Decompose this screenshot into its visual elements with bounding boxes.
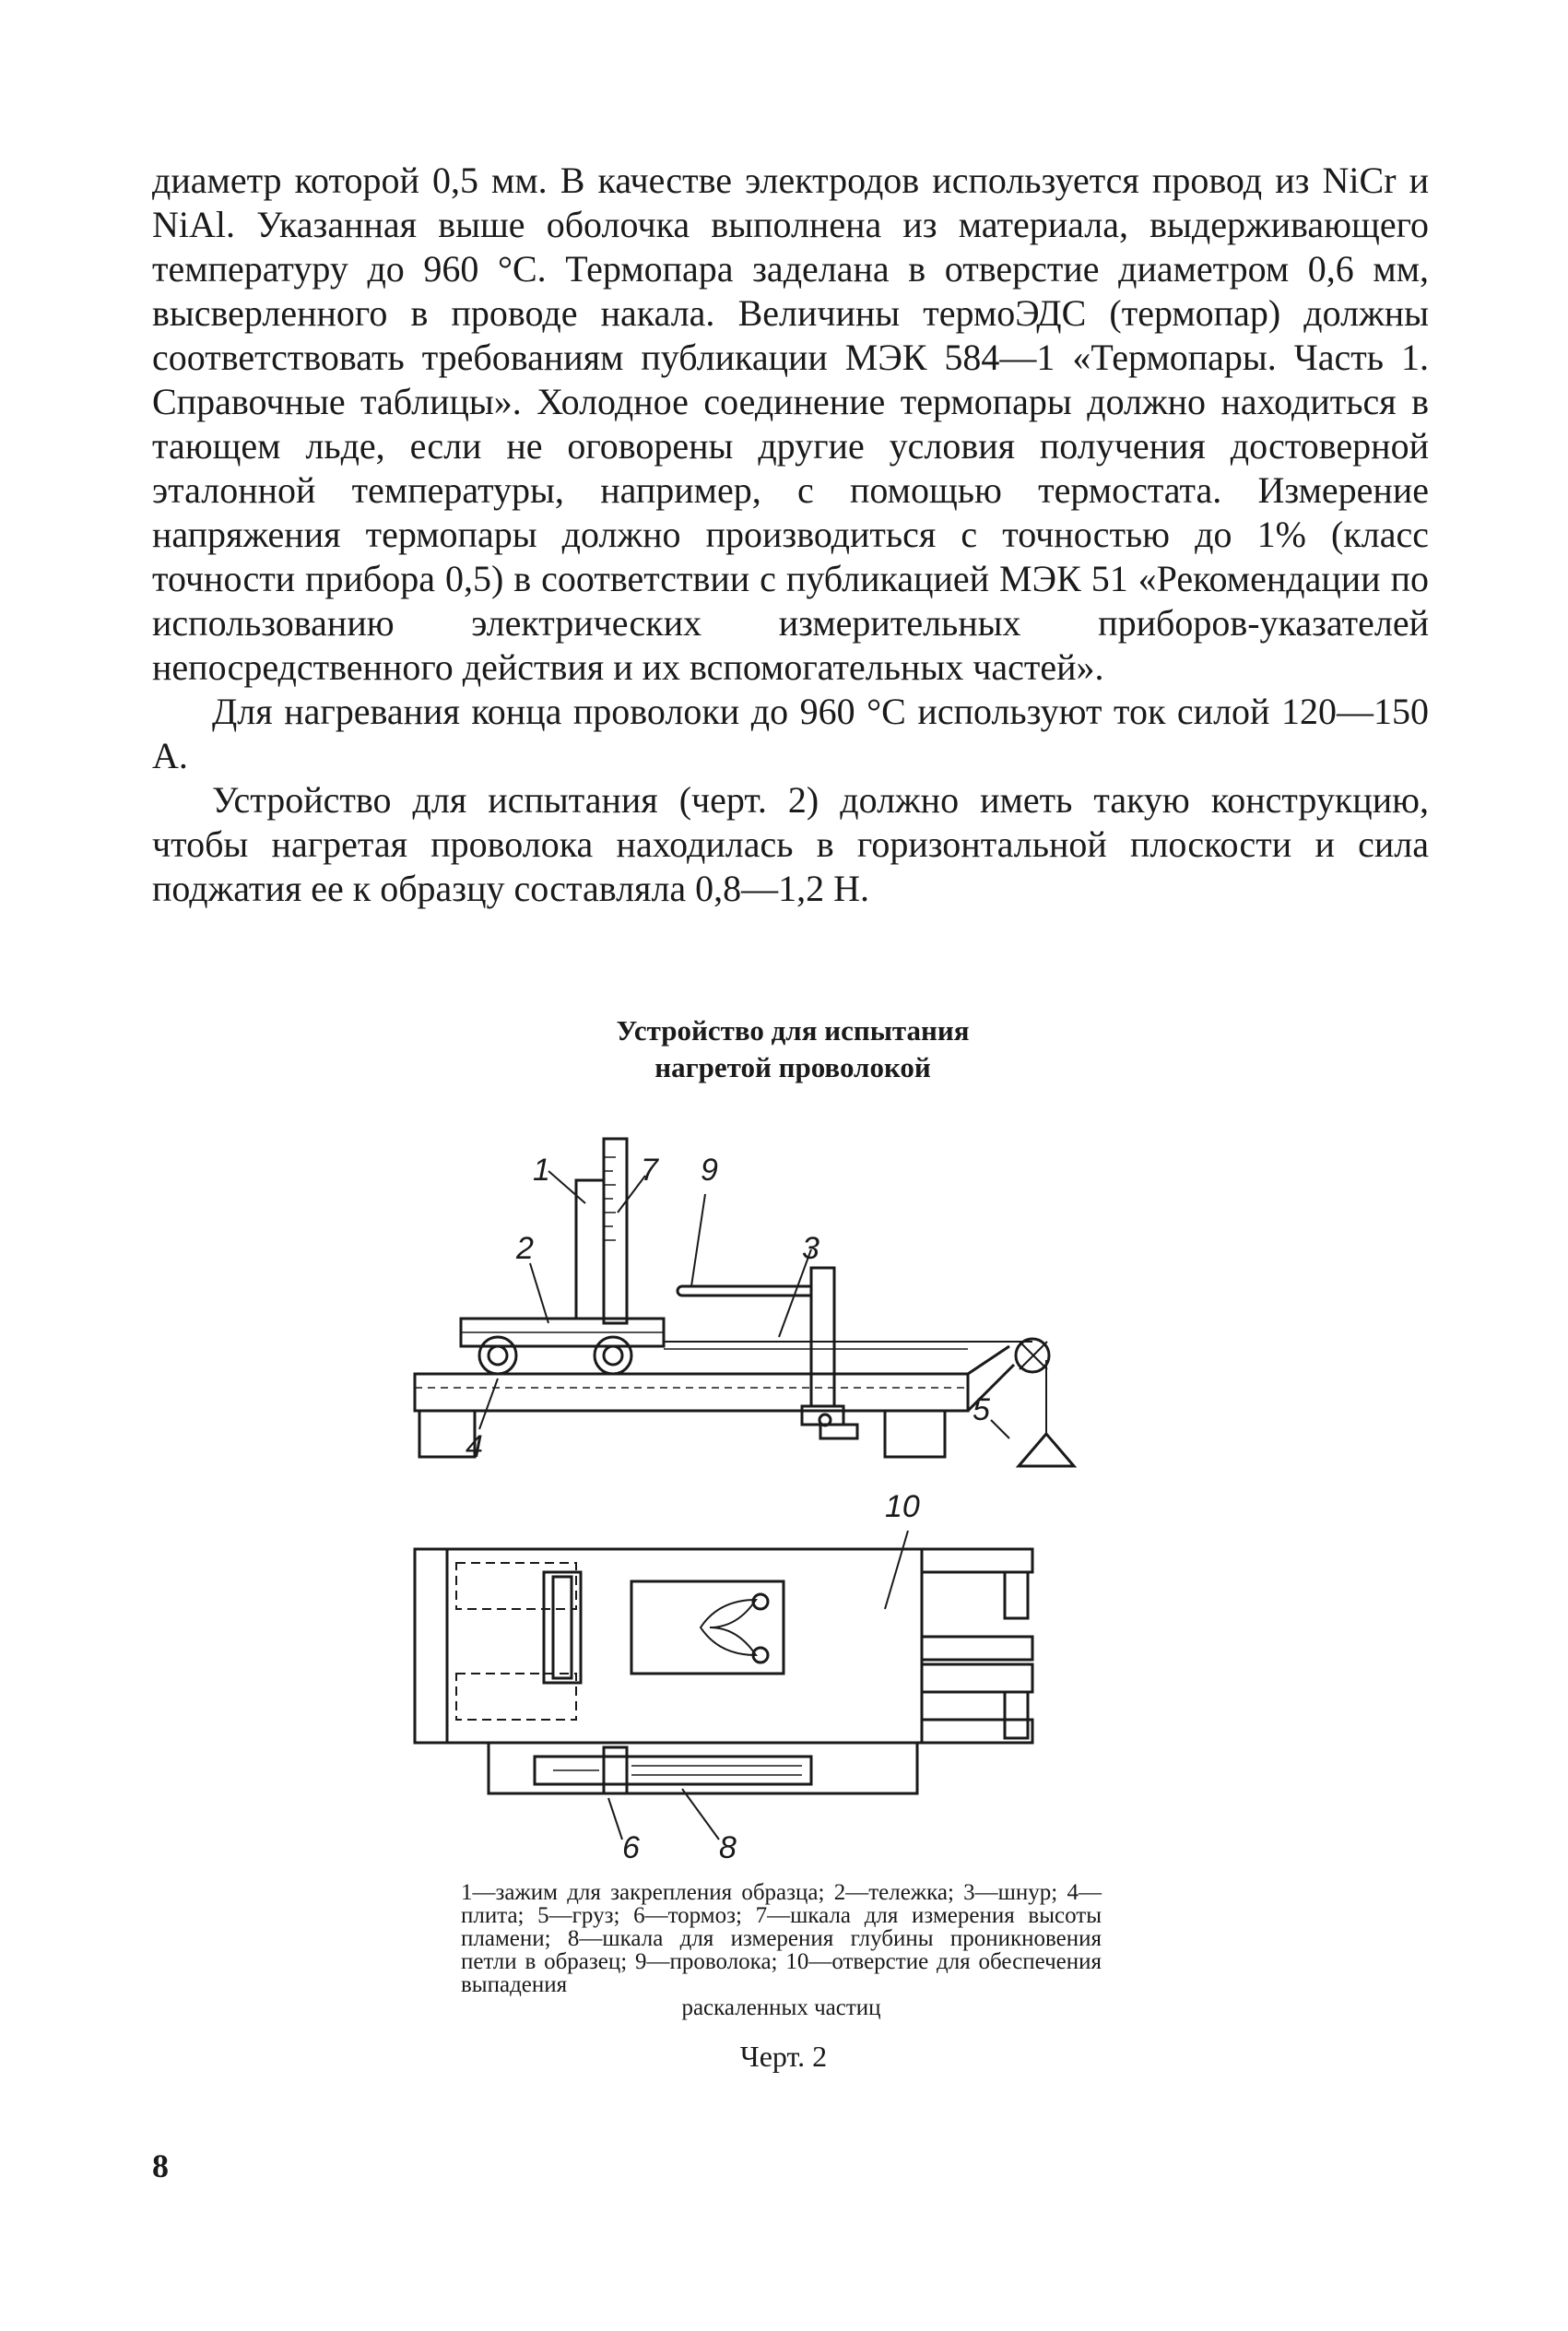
legend-text: 1—зажим для закрепления образца; 2—тележка; 3—шнур; 4—плита; 5—груз; 6—тормоз; 7—шкала для измерения высоты пламени; 8—шкала для измерения глубины проникновения петли в образец; 9—проволока; 10—отверстие для обеспечения выпадения: [461, 1880, 1102, 1997]
label-9: 9: [701, 1153, 718, 1188]
label-8: 8: [719, 1830, 737, 1865]
figure-caption: Черт. 2: [739, 2040, 828, 2073]
brake: [604, 1747, 627, 1793]
label-3: 3: [802, 1231, 819, 1266]
legend-last-line: раскаленных частиц: [681, 1995, 881, 2020]
label-4: 4: [466, 1429, 483, 1464]
base-foot-right: [885, 1411, 945, 1457]
body-text: [152, 159, 1429, 911]
weight: [1019, 1434, 1074, 1466]
paragraph-3: Устройство для испытания (черт. 2) должно иметь такую конструкцию, чтобы нагретая проволока находилась в горизонтальной плоскости и сила поджатия ее к образцу составляла 0,8—1,2 Н.: [152, 779, 1429, 909]
wheel-right: [595, 1337, 631, 1374]
label-1: 1: [533, 1153, 550, 1188]
wire-holder: [811, 1268, 834, 1406]
page-number: 8: [152, 2148, 169, 2184]
apparatus-drawing: [396, 1111, 1134, 1872]
figure-legend: [461, 1881, 1102, 2019]
figure-title-line-2: нагретой проволокой: [654, 1051, 931, 1083]
figure-title-line-1: Устройство для испытания: [616, 1014, 970, 1047]
paragraph-1: диаметр которой 0,5 мм. В качестве электродов используется провод из NiCr и NiAl. Указанная выше оболочка выполнена из материала, выдерживающего температуру до 960 °С. Термопара заделана в отверстие диаметром 0,6 мм, высверленного в проводе накала. Величины термоЭДС (термопар) должны соответствовать требованиям публикации МЭК 584—1 «Термопары. Часть 1. Справочные таблицы». Холодное соединение термопары должно находиться в тающем льде, если не оговорены другие условия получения достоверной эталонной температуры, например, с помощью термостата. Измерение напряжения термопары должно производиться с точностью до 1% (класс точности прибора 0,5) в соответствии с публикацией МЭК 51 «Рекомендации по использованию электрических измерительных приборов-указателей непосредственного действия и их вспомогательных частей».: [152, 160, 1429, 688]
wheel-left: [479, 1337, 516, 1374]
paragraph-2: Для нагревания конца проволоки до 960 °С используют ток силой 120—150 А.: [152, 691, 1429, 776]
label-6: 6: [622, 1830, 640, 1865]
label-5: 5: [973, 1392, 990, 1427]
height-scale: [604, 1139, 627, 1323]
label-10: 10: [885, 1489, 920, 1524]
label-7: 7: [641, 1153, 658, 1188]
clamp-post: [576, 1180, 604, 1319]
plan-base: [415, 1549, 922, 1743]
figure-title: [553, 1012, 1032, 1086]
label-2: 2: [516, 1231, 534, 1266]
